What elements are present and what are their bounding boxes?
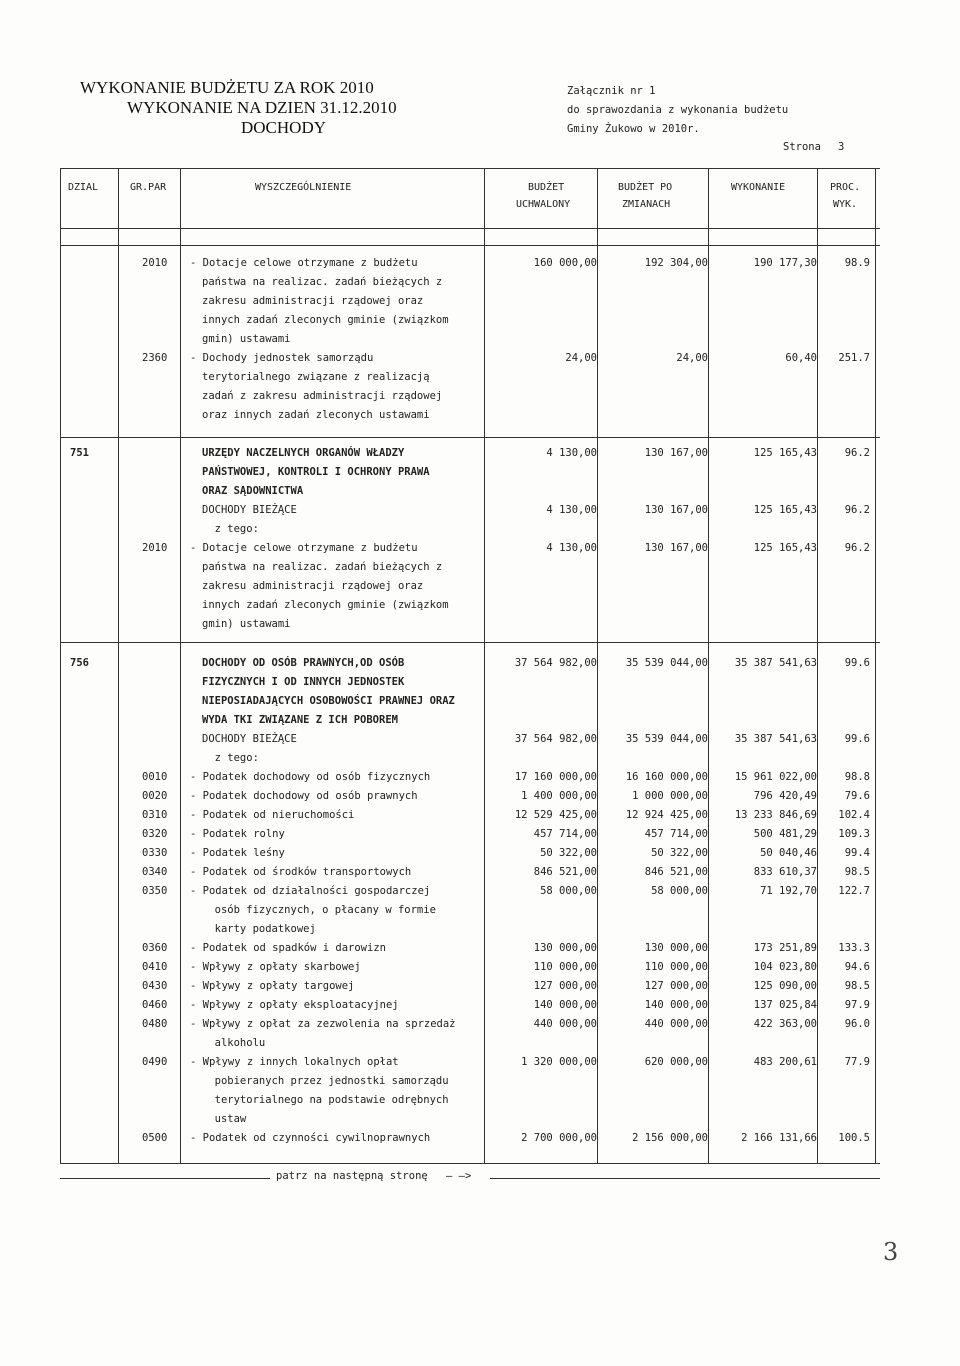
procent-wykonania-value: 97.9 [844, 999, 870, 1011]
budzet-po-zmianach-value: 16 160 000,00 [625, 771, 708, 783]
wykonanie-value: 13 233 846,69 [734, 809, 817, 821]
budzet-uchwalony-value: 4 130,00 [546, 447, 597, 459]
attachment-line-3: Gminy Żukowo w 2010r. [567, 123, 700, 135]
wykonanie-value: 125 090,00 [753, 980, 817, 992]
paragraph-code: 0460 [142, 999, 168, 1011]
paragraph-code: 0490 [142, 1056, 168, 1068]
procent-wykonania-value: 98.9 [844, 257, 870, 269]
wykonanie-value: 60,40 [785, 352, 817, 364]
column-rule [597, 168, 598, 1163]
description-line: gmin) ustawami [202, 333, 291, 345]
budzet-po-zmianach-value: 35 539 044,00 [625, 733, 708, 745]
budzet-po-zmianach-value: 440 000,00 [644, 1018, 708, 1030]
description-line: innych zadań zleconych gminie (związkom [202, 314, 449, 326]
budzet-po-zmianach-value: 620 000,00 [644, 1056, 708, 1068]
description-line: DOCHODY BIEŻĄCE [202, 504, 297, 516]
budzet-po-zmianach-value: 130 000,00 [644, 942, 708, 954]
budzet-po-zmianach-value: 130 167,00 [644, 504, 708, 516]
wykonanie-value: 137 025,84 [753, 999, 817, 1011]
budzet-uchwalony-value: 140 000,00 [533, 999, 597, 1011]
budzet-po-zmianach-value: 130 167,00 [644, 447, 708, 459]
paragraph-code: 0320 [142, 828, 168, 840]
description-line: zakresu administracji rządowej oraz [202, 295, 424, 307]
dzial-cell: 751 [70, 447, 89, 459]
paragraph-code: 0500 [142, 1132, 168, 1144]
wykonanie-value: 125 165,43 [753, 504, 817, 516]
budzet-uchwalony-value: 846 521,00 [533, 866, 597, 878]
description-line: innych zadań zleconych gminie (związkom [202, 599, 449, 611]
description-line: WYDA TKI ZWIĄZANE Z ICH POBOREM [202, 714, 398, 726]
description-line: państwa na realizac. zadań bieżących z [202, 561, 443, 573]
paragraph-code: 2010 [142, 257, 168, 269]
description-line: ORAZ SĄDOWNICTWA [202, 485, 304, 497]
budzet-po-zmianach-value: 140 000,00 [644, 999, 708, 1011]
budzet-uchwalony-value: 127 000,00 [533, 980, 597, 992]
description-line: - Podatek od czynności cywilnoprawnych [190, 1132, 431, 1144]
budzet-uchwalony-value: 58 000,00 [540, 885, 597, 897]
paragraph-code: 0430 [142, 980, 168, 992]
table-bottom-rule [60, 1163, 880, 1164]
section-separator [60, 245, 880, 246]
paragraph-code: 0350 [142, 885, 168, 897]
footer-rule-right [490, 1178, 880, 1179]
budzet-uchwalony-value: 50 322,00 [540, 847, 597, 859]
budzet-po-zmianach-value: 50 322,00 [651, 847, 708, 859]
budzet-uchwalony-value: 37 564 982,00 [514, 657, 597, 669]
budzet-po-zmianach-value: 35 539 044,00 [625, 657, 708, 669]
wykonanie-value: 190 177,30 [753, 257, 817, 269]
budzet-uchwalony-value: 110 000,00 [533, 961, 597, 973]
procent-wykonania-value: 96.2 [844, 504, 870, 516]
budzet-po-zmianach-value: 457 714,00 [644, 828, 708, 840]
budzet-po-zmianach-value: 24,00 [676, 352, 708, 364]
procent-wykonania-value: 96.0 [844, 1018, 870, 1030]
column-rule [484, 168, 485, 1163]
title-line-1: WYKONANIE BUDŻETU ZA ROK 2010 [80, 78, 374, 97]
description-line: DOCHODY OD OSÓB PRAWNYCH,OD OSÓB [202, 657, 405, 669]
budzet-uchwalony-value: 4 130,00 [546, 542, 597, 554]
procent-wykonania-value: 102.4 [838, 809, 870, 821]
description-line: terytorialnego związane z realizacją [202, 371, 430, 383]
description-line: - Podatek leśny [190, 847, 285, 859]
budzet-po-zmianach-value: 12 924 425,00 [625, 809, 708, 821]
budzet-po-zmianach-value: 130 167,00 [644, 542, 708, 554]
wykonanie-value: 796 420,49 [753, 790, 817, 802]
description-line: z tego: [202, 752, 259, 764]
procent-wykonania-value: 96.2 [844, 447, 870, 459]
paragraph-code: 0020 [142, 790, 168, 802]
budzet-uchwalony-value: 1 320 000,00 [521, 1056, 597, 1068]
wykonanie-value: 15 961 022,00 [734, 771, 817, 783]
description-line: zadań z zakresu administracji rządowej [202, 390, 443, 402]
description-line: - Dochody jednostek samorządu [190, 352, 374, 364]
budzet-uchwalony-value: 24,00 [565, 352, 597, 364]
paragraph-code: 2360 [142, 352, 168, 364]
description-line: zakresu administracji rządowej oraz [202, 580, 424, 592]
description-line: - Wpływy z innych lokalnych opłat [190, 1056, 399, 1068]
wykonanie-value: 125 165,43 [753, 542, 817, 554]
procent-wykonania-value: 98.5 [844, 980, 870, 992]
wykonanie-value: 50 040,46 [760, 847, 817, 859]
description-line: - Wpływy z opłaty targowej [190, 980, 355, 992]
procent-wykonania-value: 99.6 [844, 733, 870, 745]
wykonanie-value: 35 387 541,63 [734, 733, 817, 745]
budzet-uchwalony-value: 457 714,00 [533, 828, 597, 840]
col-header-budzet-po: BUDŻET PO [618, 182, 673, 193]
footer-rule-left [60, 1178, 270, 1179]
column-rule [180, 168, 181, 1163]
description-line: z tego: [202, 523, 259, 535]
wykonanie-value: 833 610,37 [753, 866, 817, 878]
procent-wykonania-value: 99.4 [844, 847, 870, 859]
page-number: 3 [838, 141, 845, 153]
column-rule [875, 168, 876, 1163]
col-header-budzet: BUDŻET [528, 182, 565, 193]
budzet-uchwalony-value: 160 000,00 [533, 257, 597, 269]
paragraph-code: 0410 [142, 961, 168, 973]
column-rule [60, 168, 61, 1163]
procent-wykonania-value: 94.6 [844, 961, 870, 973]
col-header-wykonanie: WYKONANIE [731, 182, 786, 193]
table-top-rule [60, 168, 880, 169]
paragraph-code: 0340 [142, 866, 168, 878]
section-separator [60, 642, 880, 643]
wykonanie-value: 104 023,80 [753, 961, 817, 973]
description-line: NIEPOSIADAJĄCYCH OSOBOWOŚCI PRAWNEJ ORAZ [202, 695, 455, 707]
wykonanie-value: 173 251,89 [753, 942, 817, 954]
attachment-line-2: do sprawozdania z wykonania budżetu [567, 104, 789, 116]
wykonanie-value: 422 363,00 [753, 1018, 817, 1030]
budzet-po-zmianach-value: 2 156 000,00 [632, 1132, 708, 1144]
wykonanie-value: 2 166 131,66 [741, 1132, 817, 1144]
paragraph-code: 0310 [142, 809, 168, 821]
procent-wykonania-value: 251.7 [838, 352, 870, 364]
col-header-budzet-po-sub: ZMIANACH [622, 199, 671, 210]
description-line: gmin) ustawami [202, 618, 291, 630]
description-line: - Wpływy z opłaty skarbowej [190, 961, 361, 973]
budzet-uchwalony-value: 440 000,00 [533, 1018, 597, 1030]
description-line: - Dotacje celowe otrzymane z budżetu [190, 257, 418, 269]
paragraph-code: 0010 [142, 771, 168, 783]
description-line: terytorialnego na podstawie odrębnych [202, 1094, 449, 1106]
procent-wykonania-value: 96.2 [844, 542, 870, 554]
description-line: - Podatek od spadków i darowizn [190, 942, 386, 954]
description-line: osób fizycznych, o płacany w formie [202, 904, 436, 916]
procent-wykonania-value: 77.9 [844, 1056, 870, 1068]
continue-note: patrz na następną stronę [276, 1170, 428, 1182]
description-line: karty podatkowej [202, 923, 316, 935]
paragraph-code: 0330 [142, 847, 168, 859]
description-line: alkoholu [202, 1037, 266, 1049]
procent-wykonania-value: 99.6 [844, 657, 870, 669]
column-rule [817, 168, 818, 1163]
procent-wykonania-value: 98.5 [844, 866, 870, 878]
paragraph-code: 0480 [142, 1018, 168, 1030]
description-line: PAŃSTWOWEJ, KONTROLI I OCHRONY PRAWA [202, 466, 430, 478]
budzet-uchwalony-value: 1 400 000,00 [521, 790, 597, 802]
wykonanie-value: 71 192,70 [760, 885, 817, 897]
description-line: - Podatek od środków transportowych [190, 866, 412, 878]
description-line: - Podatek dochodowy od osób fizycznych [190, 771, 431, 783]
budzet-uchwalony-value: 2 700 000,00 [521, 1132, 597, 1144]
column-rule [118, 168, 119, 1163]
budzet-po-zmianach-value: 110 000,00 [644, 961, 708, 973]
column-rule [708, 168, 709, 1163]
procent-wykonania-value: 79.6 [844, 790, 870, 802]
budzet-uchwalony-value: 17 160 000,00 [514, 771, 597, 783]
wykonanie-value: 35 387 541,63 [734, 657, 817, 669]
title-line-3: DOCHODY [241, 118, 326, 137]
title-line-2: WYKONANIE NA DZIEN 31.12.2010 [127, 98, 397, 117]
procent-wykonania-value: 122.7 [838, 885, 870, 897]
col-header-budzet-sub: UCHWALONY [516, 199, 571, 210]
col-header-proc: PROC. [830, 182, 861, 193]
procent-wykonania-value: 133.3 [838, 942, 870, 954]
budzet-uchwalony-value: 12 529 425,00 [514, 809, 597, 821]
description-line: oraz innych zadań zleconych ustawami [202, 409, 430, 421]
description-line: ustaw [202, 1113, 247, 1125]
col-header-dzial: DZIAL [68, 182, 99, 193]
description-line: DOCHODY BIEŻĄCE [202, 733, 297, 745]
description-line: państwa na realizac. zadań bieżących z [202, 276, 443, 288]
paragraph-code: 2010 [142, 542, 168, 554]
budzet-po-zmianach-value: 846 521,00 [644, 866, 708, 878]
attachment-line-1: Załącznik nr 1 [567, 85, 656, 97]
budzet-uchwalony-value: 130 000,00 [533, 942, 597, 954]
procent-wykonania-value: 100.5 [838, 1132, 870, 1144]
wykonanie-value: 125 165,43 [753, 447, 817, 459]
budzet-po-zmianach-value: 58 000,00 [651, 885, 708, 897]
col-header-proc-sub: WYK. [833, 199, 858, 210]
dzial-cell: 756 [70, 657, 89, 669]
paragraph-code: 0360 [142, 942, 168, 954]
budzet-uchwalony-value: 37 564 982,00 [514, 733, 597, 745]
page-label: Strona [783, 141, 821, 153]
description-line: - Podatek rolny [190, 828, 285, 840]
description-line: - Dotacje celowe otrzymane z budżetu [190, 542, 418, 554]
description-line: - Podatek od nieruchomości [190, 809, 355, 821]
description-line: - Wpływy z opłat za zezwolenia na sprzedaż [190, 1018, 456, 1030]
procent-wykonania-value: 98.8 [844, 771, 870, 783]
wykonanie-value: 483 200,61 [753, 1056, 817, 1068]
budzet-po-zmianach-value: 1 000 000,00 [632, 790, 708, 802]
budzet-po-zmianach-value: 127 000,00 [644, 980, 708, 992]
description-line: - Wpływy z opłaty eksploatacyjnej [190, 999, 399, 1011]
description-line: FIZYCZNYCH I OD INNYCH JEDNOSTEK [202, 676, 405, 688]
wykonanie-value: 500 481,29 [753, 828, 817, 840]
budzet-po-zmianach-value: 192 304,00 [644, 257, 708, 269]
handwritten-page-number: 3 [883, 1238, 899, 1266]
procent-wykonania-value: 109.3 [838, 828, 870, 840]
section-separator [60, 437, 880, 438]
header-bottom-rule [60, 228, 880, 229]
col-header-grpar: GR.PAR [130, 182, 167, 193]
budzet-uchwalony-value: 4 130,00 [546, 504, 597, 516]
continue-arrow: — —> [446, 1170, 472, 1182]
description-line: - Podatek od działalności gospodarczej [190, 885, 431, 897]
col-header-wyszczegolnienie: WYSZCZEGÓLNIENIE [255, 182, 352, 193]
description-line: URZĘDY NACZELNYCH ORGANÓW WŁADZY [202, 447, 405, 459]
description-line: - Podatek dochodowy od osób prawnych [190, 790, 418, 802]
description-line: pobieranych przez jednostki samorządu [202, 1075, 449, 1087]
